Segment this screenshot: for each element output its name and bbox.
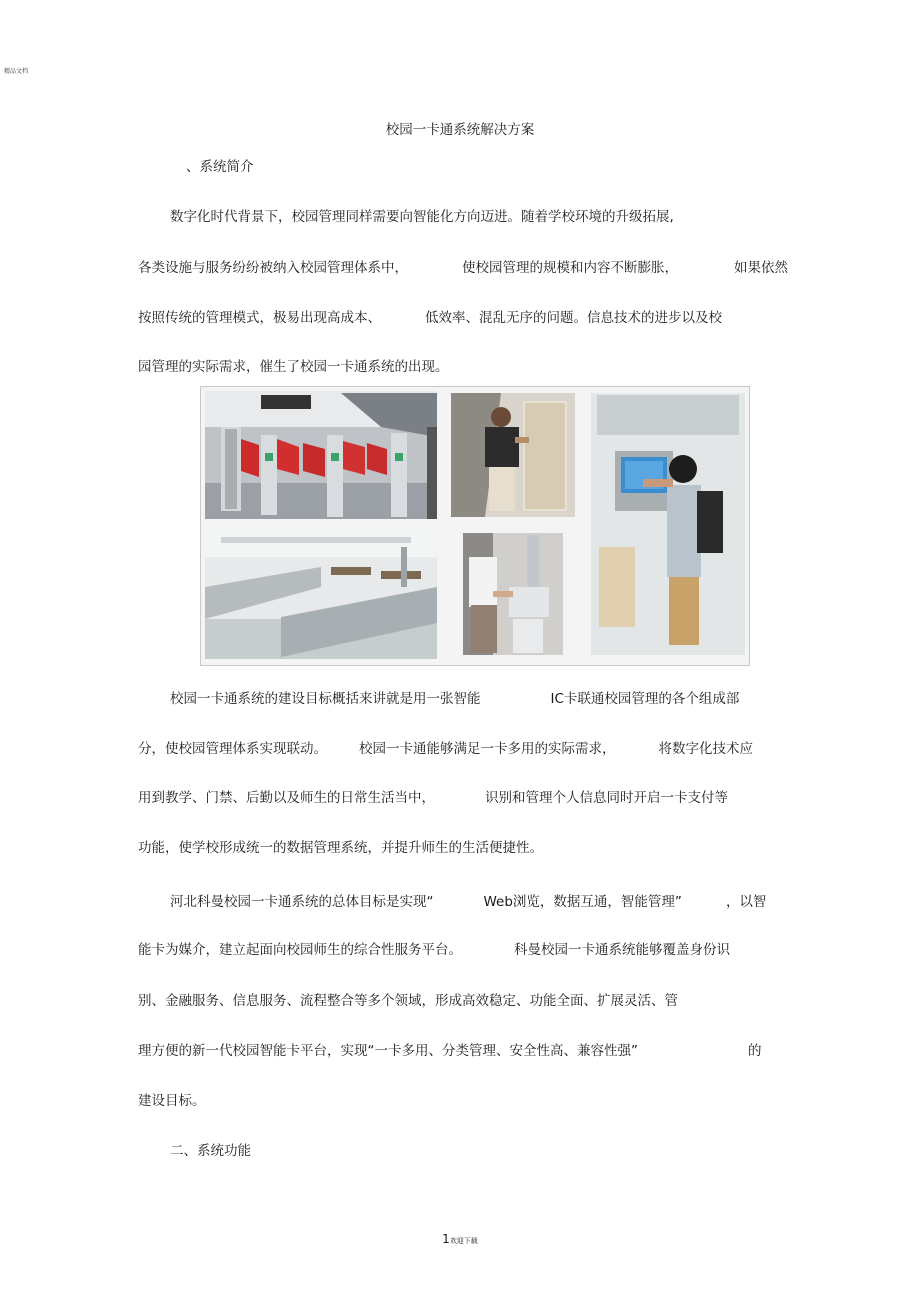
text-line: 数字化时代背景下，校园管理同样需要向智能化方向迈进。随着学校环境的升级拓展,: [170, 209, 674, 225]
photo-collage: [200, 386, 750, 666]
text-line: 别、金融服务、信息服务、流程整合等多个领域，形成高效稳定、功能全面、扩展灵活、管: [138, 993, 678, 1009]
door-access-photo: [451, 393, 575, 517]
section-heading-functions: 二、系统功能: [170, 1143, 251, 1159]
text-line: 建设目标。: [138, 1093, 206, 1109]
section-heading-intro: 、系统简介: [186, 159, 254, 175]
text-line: 分，使校园管理体系实现联动。 校园一卡通能够满足一卡多用的实际需求， 将数字化技术应: [138, 741, 753, 757]
document-title: 校园一卡通系统解决方案: [385, 122, 535, 138]
turnstile-gate-photo: [205, 391, 437, 519]
text-line: 按照传统的管理模式，极易出现高成本、 低效率、混乱无序的问题。信息技术的进步以及校: [138, 310, 722, 326]
page-number: 1: [442, 1232, 450, 1246]
campus-card-photos: [201, 387, 749, 665]
text-line: 河北科曼校园一卡通系统的总体目标是实现“ Web浏览，数据互通，智能管理” ，以智: [170, 894, 767, 910]
watermark-header: 精品文档: [4, 68, 29, 75]
text-line: 理方便的新一代校园智能卡平台，实现“一卡多用、分类管理、安全性高、兼容性强” 的: [138, 1043, 762, 1059]
text-line: 用到教学、门禁、后勤以及师生的日常生活当中， 识别和管理个人信息同时开启一卡支付等: [138, 790, 728, 806]
page-footer: [0, 1228, 920, 1247]
text-line: 园管理的实际需求，催生了校园一卡通系统的出现。: [138, 359, 449, 375]
canteen-photo: [205, 527, 437, 659]
text-line: 校园一卡通系统的建设目标概括来讲就是用一张智能 IC卡联通校园管理的各个组成部: [170, 691, 740, 707]
card-reader-photo: [463, 533, 563, 655]
text-line: 各类设施与服务纷纷被纳入校园管理体系中， 使校园管理的规模和内容不断膨胀， 如果依然: [138, 260, 788, 276]
text-line: 功能，使学校形成统一的数据管理系统，并提升师生的生活便捷性。: [138, 840, 543, 856]
text-line: 能卡为媒介，建立起面向校园师生的综合性服务平台。 科曼校园一卡通系统能够覆盖身份识: [138, 942, 730, 958]
kiosk-photo: [591, 393, 745, 655]
download-note: 欢迎下载: [449, 1237, 478, 1245]
